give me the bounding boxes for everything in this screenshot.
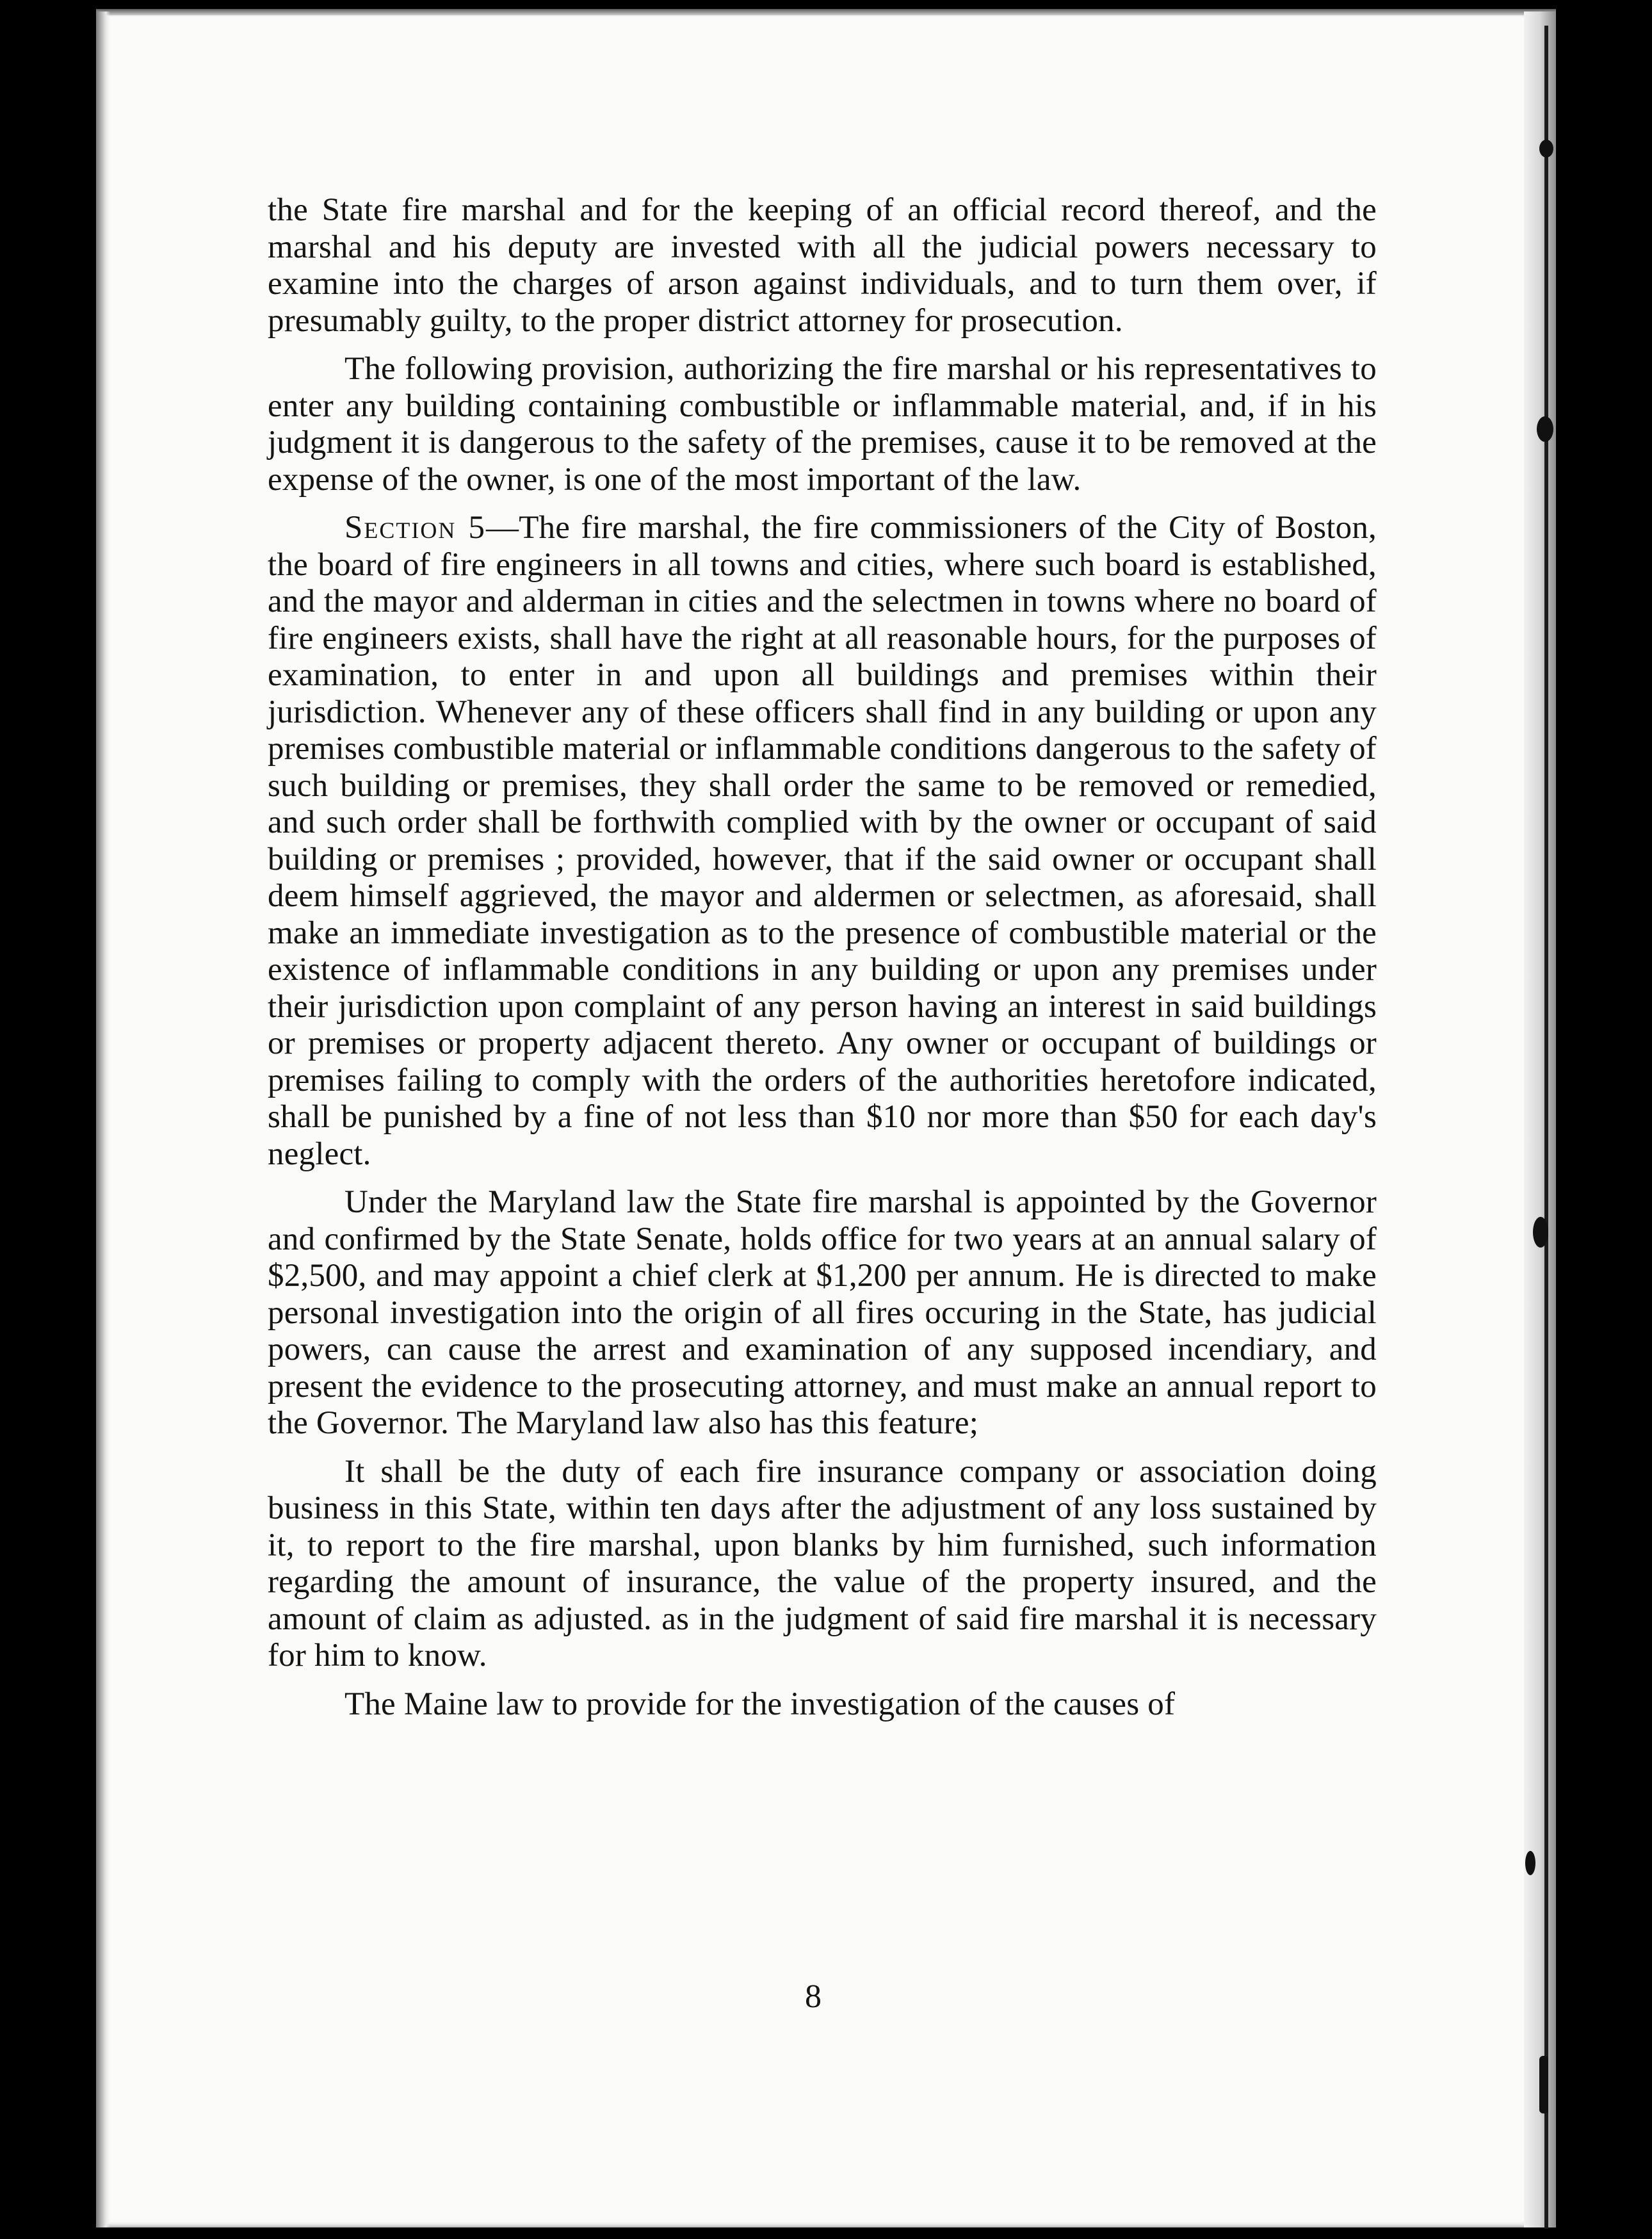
paragraph-fire-marshal-records: the State fire marshal and for the keeping of an official record thereof, and the marshal and his deputy are invested with all the judicial powers necessary to examine into the charges of arson against individuals, and to turn them over, if presumably guilty, to the proper district attorney for prosecution. <box>268 192 1377 339</box>
section-label: Section 5 <box>344 510 486 546</box>
binding-mark <box>1537 416 1553 442</box>
binding-mark <box>1539 2056 1548 2113</box>
paragraph-maine-law: The Maine law to provide for the investigation of the causes of <box>344 1686 1176 1722</box>
section-5-text: —The fire marshal, the fire commissioners of the City of Boston, the board of fire engineers in all towns and cities, where such board is established, and the mayor and alderman in cities and the selectmen in towns where no board of fire engineers exists, shall have the right at all reasonable hours, for the purposes of examination, to enter in and upon all buildings and premises within their jurisdiction. Whenever any of these officers shall find in any building or upon any premises combustible material or inflammable conditions dangerous to the safety of such building or premises, they shall order the same to be removed or remedied, and such order shall be forthwith complied with by the owner or occupant of said building or premises ; provided, however, that if the said owner or occupant shall deem himself aggrieved, the mayor and aldermen or selectmen, as aforesaid, shall make an immediate investigation as to the presence of combustible material or the existence of inflammable conditions in any building or upon any premises under their jurisdiction upon complaint of any person having an interest in said buildings or premises or property adjacent thereto. Any owner or occupant of buildings or premises failing to comply with the orders of the authorities heretofore indicated, shall be punished by a fine of not less than $10 nor more than $50 for each day's neglect. <box>268 510 1377 1172</box>
binding-mark <box>1533 1217 1548 1248</box>
paragraph-insurance-duty: It shall be the duty of each fire insurance company or association doing business in this State, within ten days after the adjustment of any loss sustained by it, to report to the fire marshal, upon blanks by him furnished, such information regarding the amount of insurance, the value of the property insured, and the amount of claim as adjusted. as in the judgment of said fire marshal it is necessary for him to know. <box>268 1453 1377 1673</box>
page-left-edge <box>96 12 110 2227</box>
binding-mark <box>1539 140 1553 158</box>
body-text <box>268 192 1377 1734</box>
paragraph-section-5 <box>268 510 1377 1173</box>
page-binding-edge <box>1524 12 1556 2227</box>
page-top-edge <box>96 9 1556 15</box>
paragraph-maryland-law: Under the Maryland law the State fire marshal is appointed by the Governor and confirmed by the State Senate, holds office for two years at an annual salary of $2,500, and may appoint a chief clerk at $1,200 per annum. He is directed to make personal investigation into the origin of all fires occuring in the State, has judicial powers, can cause the arrest and examination of any supposed incendiary, and present the evidence to the prosecuting attorney, and must make an annual report to the Governor. The Maryland law also has this feature; <box>268 1184 1377 1441</box>
binding-line <box>1544 26 1548 2229</box>
binding-mark <box>1525 1851 1535 1875</box>
page-number: 8 <box>805 1978 822 2015</box>
paragraph-provision-intro: The following provision, authorizing the fire marshal or his representatives to enter any building containing combustible or inflammable material, and, if in his judgment it is dangerous to the safety of the premises, cause it to be removed at the expense of the owner, is one of the most important of the law. <box>268 351 1377 498</box>
